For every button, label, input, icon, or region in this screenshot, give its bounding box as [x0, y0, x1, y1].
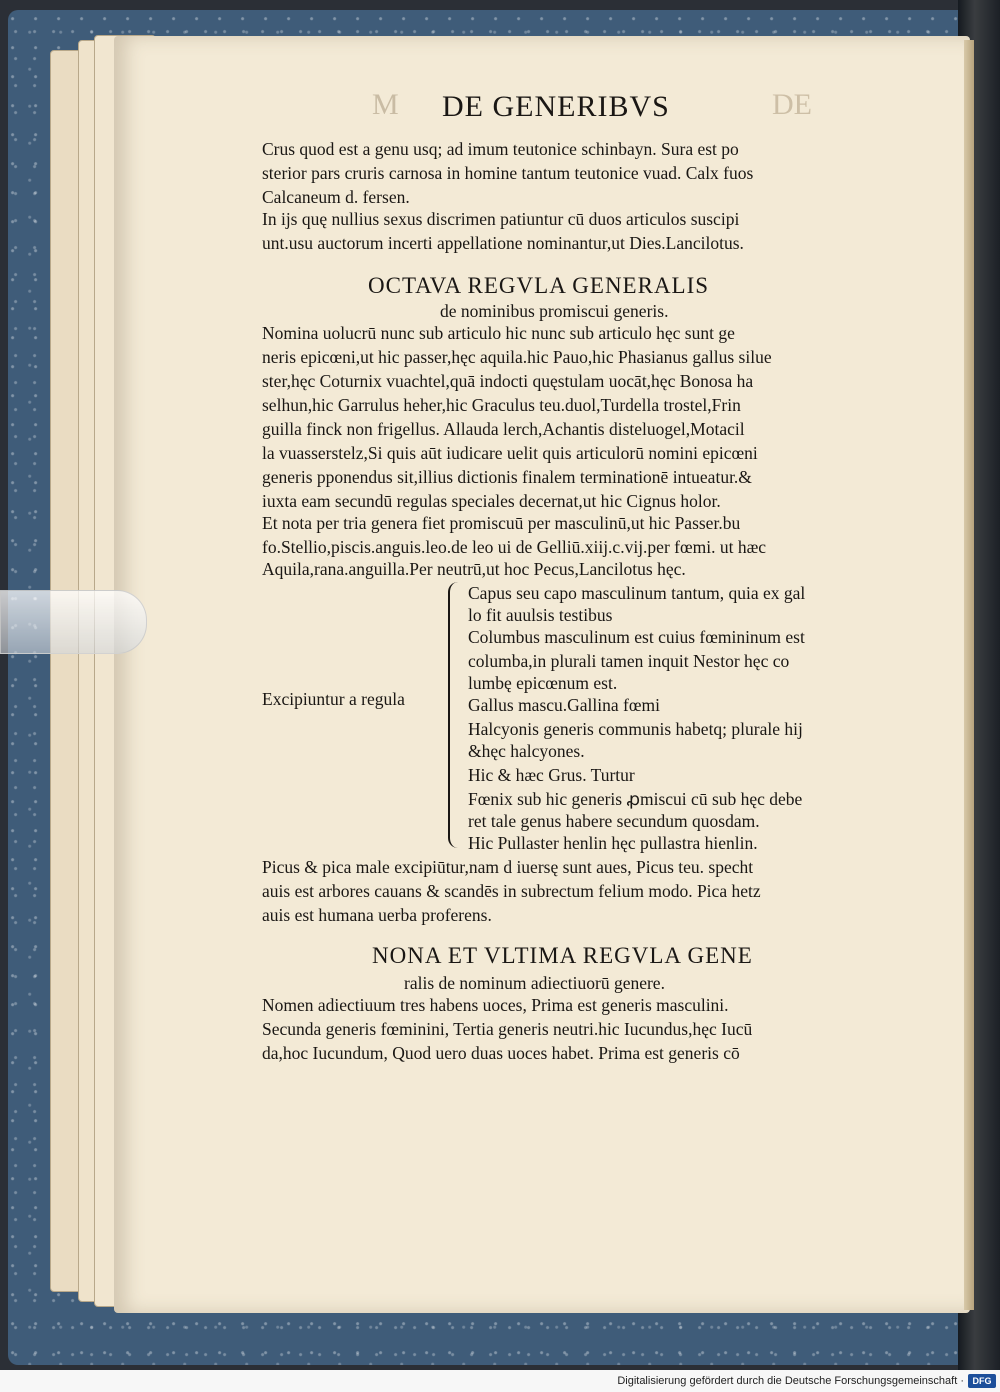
text-line: auis est arbores cauans & scandēs in subrectum felium modo. Pica hetz	[262, 881, 761, 901]
section-subheading: ralis de nominum adiectiuorū genere.	[404, 973, 665, 993]
exception-line: ret tale genus habere secundum quosdam.	[468, 811, 760, 831]
text-line: generis pponendus sit,illius dictionis finalem terminationē intueatur.&	[262, 467, 752, 487]
text-line: selhun,hic Garrulus heher,hic Graculus teu.duol,Turdella trostel,Frin	[262, 395, 741, 415]
text-line: auis est humana uerba proferens.	[262, 905, 492, 925]
exception-line: Columbus masculinum est cuius fœmininum est	[468, 627, 805, 647]
exception-line: Halcyonis generis communis habetq; plurale hij	[468, 719, 803, 739]
exception-label: Excipiuntur a regula	[262, 689, 405, 709]
text-line: ster,hęc Coturnix vuachtel,quā indocti quęstulam uocāt,hęc Bonosa ha	[262, 371, 754, 391]
show-through-text: DE	[772, 88, 812, 121]
exception-line: &hęc halcyones.	[468, 741, 585, 761]
text-line: Picus & pica male excipiūtur,nam d iuersę sunt aues, Picus teu. specht	[262, 857, 754, 877]
text-line: guilla finck non frigellus. Allauda lerch,Achantis disteluogel,Motacil	[262, 419, 745, 439]
running-title	[372, 88, 892, 128]
text-line: Aquila,rana.anguilla.Per neutrū,ut hoc Pecus,Lancilotus hęc.	[262, 559, 686, 579]
text-line: sterior pars cruris carnosa in homine tantum teutonice vuad. Calx fuos	[262, 163, 754, 183]
text-line: Nomen adiectiuum tres habens uoces, Prima est generis masculini.	[262, 995, 729, 1015]
exception-line: Hic & hæc Grus. Turtur	[468, 765, 635, 785]
exception-line: lo fit auulsis testibus	[468, 605, 613, 625]
section-subheading: de nominibus promiscui generis.	[440, 301, 669, 321]
text-line: neris epicœni,ut hic passer,hęc aquila.hic Pauo,hic Phasianus gallus silue	[262, 347, 772, 367]
text-line: Secunda generis fœminini, Tertia generis neutri.hic Iucundus,hęc Iucū	[262, 1019, 753, 1039]
text-line: la vuasserstelz,Si quis aūt iudicare uelit quis articulorū nomini epicœni	[262, 443, 758, 463]
text-line: Calcaneum d. fersen.	[262, 187, 410, 207]
exception-line: Capus seu capo masculinum tantum, quia ex gal	[468, 583, 806, 603]
exception-line: Fœnix sub hic generis ꝓmiscui cū sub hęc debe	[468, 789, 803, 809]
page-title: DE GENERIBVS	[442, 90, 670, 123]
text-line: Et nota per tria genera fiet promiscuū per masculinū,ut hic Passer.bu	[262, 513, 741, 533]
exception-line: Gallus mascu.Gallina fœmi	[468, 695, 660, 715]
footer-bar	[0, 1370, 1000, 1392]
section-heading: OCTAVA REGVLA GENERALIS	[368, 273, 710, 298]
dfg-logo-icon: DFG	[968, 1374, 996, 1388]
funding-credit: Digitalisierung gefördert durch die Deutsche Forschungsgemeinschaft ·	[617, 1375, 964, 1387]
show-through-text: M	[372, 88, 400, 121]
text-line: iuxta eam secundū regulas speciales decernat,ut hic Cignus holor.	[262, 491, 721, 511]
text-line: unt.usu auctorum incerti appellatione nominantur,ut Dies.Lancilotus.	[262, 233, 744, 253]
exception-line: Hic Pullaster henlin hęc pullastra hienlin.	[468, 833, 758, 853]
text-line: da,hoc Iucundum, Quod uero duas uoces habet. Prima est generis cō	[262, 1043, 740, 1063]
page-edge	[964, 40, 974, 1310]
plastic-clip	[0, 590, 147, 654]
exception-line: lumbę epicœnum est.	[468, 673, 618, 693]
text-line: Crus quod est a genu usq; ad imum teutonice schinbayn. Sura est po	[262, 139, 739, 159]
exception-line: columba,in plurali tamen inquit Nestor hęc co	[468, 651, 790, 671]
text-line: Nomina uolucrū nunc sub articulo hic nunc sub articulo hęc sunt ge	[262, 323, 735, 343]
brace-bracket	[448, 582, 464, 848]
text-line: fo.Stellio,piscis.anguis.leo.de leo ui de Gelliū.xiij.c.vij.per fœmi. ut hæc	[262, 537, 767, 557]
section-heading: NONA ET VLTIMA REGVLA GENE	[372, 943, 753, 968]
text-line: In ijs quę nullius sexus discrimen patiuntur cū duos articulos suscipi	[262, 209, 740, 229]
